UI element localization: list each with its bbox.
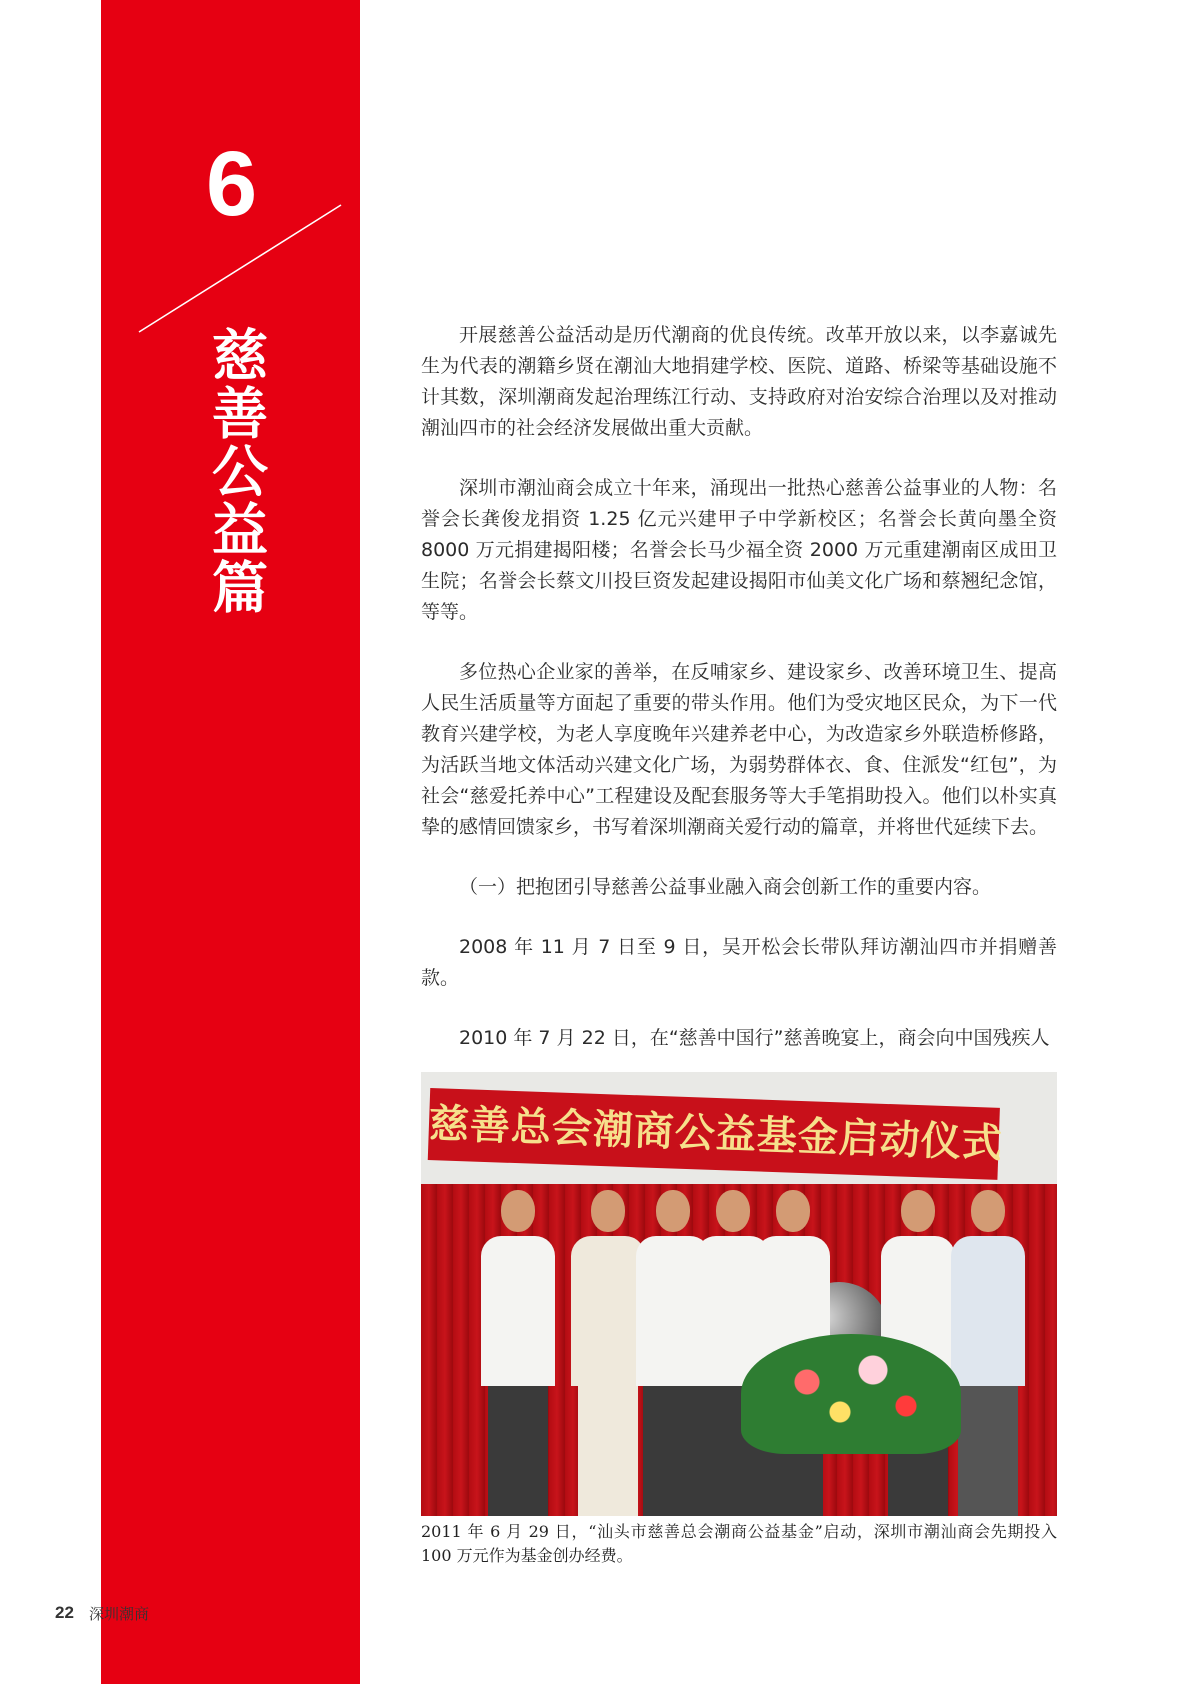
photo-caption: 2011 年 6 月 29 日，“汕头市慈善总会潮商公益基金”启动，深圳市潮汕商会先期投入 100 万元作为基金创办经费。 bbox=[421, 1522, 1057, 1565]
photo-person bbox=[571, 1190, 645, 1516]
section-heading: （一）把抱团引导慈善公益事业融入商会创新工作的重要内容。 bbox=[459, 876, 992, 898]
publication-name: 深圳潮商 bbox=[89, 1605, 150, 1623]
paragraph: 多位热心企业家的善举，在反哺家乡、建设家乡、改善环境卫生、提高人民生活质量等方面起了重要的带头作用。他们为受灾地区民众，为下一代教育兴建学校，为老人享度晚年兴建养老中心，为改造家乡外联造桥修路，为活跃当地文体活动兴建文化广场，为弱势群体衣、食、住派发“红包”，为社会“慈爱托养中心”工程建设及配套服务等大手笔捐助投入。他们以朴实真挚的感情回馈家乡，书写着深圳潮商关爱行动的篇章，并将世代延续下去。 bbox=[421, 661, 1057, 838]
photo-person bbox=[951, 1190, 1025, 1516]
body-text bbox=[421, 320, 1057, 1083]
paragraph: 深圳市潮汕商会成立十年来，涌现出一批热心慈善公益事业的人物：名誉会长龚俊龙捐资 1.25 亿元兴建甲子中学新校区；名誉会长黄向墨全资 8000 万元捐建揭阳楼；名誉会长马少福全资 2000 万元重建潮南区成田卫生院；名誉会长蔡文川投巨资发起建设揭阳市仙美文化广场和蔡翘纪念馆，等等。 bbox=[421, 477, 1057, 623]
page-number: 22 bbox=[55, 1603, 74, 1622]
paragraph: 2010 年 7 月 22 日，在“慈善中国行”慈善晚宴上，商会向中国残疾人 bbox=[459, 1027, 1050, 1049]
paragraph: 开展慈善公益活动是历代潮商的优良传统。改革开放以来，以李嘉诚先生为代表的潮籍乡贤在潮汕大地捐建学校、医院、道路、桥梁等基础设施不计其数，深圳潮商发起治理练江行动、支持政府对治安综合治理以及对推动潮汕四市的社会经济发展做出重大贡献。 bbox=[421, 324, 1057, 439]
paragraph: 2008 年 11 月 7 日至 9 日，吴开松会长带队拜访潮汕四市并捐赠善款。 bbox=[421, 936, 1057, 989]
flower-arrangement bbox=[741, 1334, 961, 1454]
photo-banner-wall bbox=[421, 1072, 1057, 1184]
photo-banner-text: 慈善总会潮商公益基金启动仪式 bbox=[428, 1088, 1000, 1180]
chapter-number: 6 bbox=[206, 133, 258, 235]
event-photo bbox=[421, 1072, 1057, 1516]
photo-person bbox=[481, 1190, 555, 1516]
chapter-title: 慈善公益篇 bbox=[203, 326, 268, 616]
